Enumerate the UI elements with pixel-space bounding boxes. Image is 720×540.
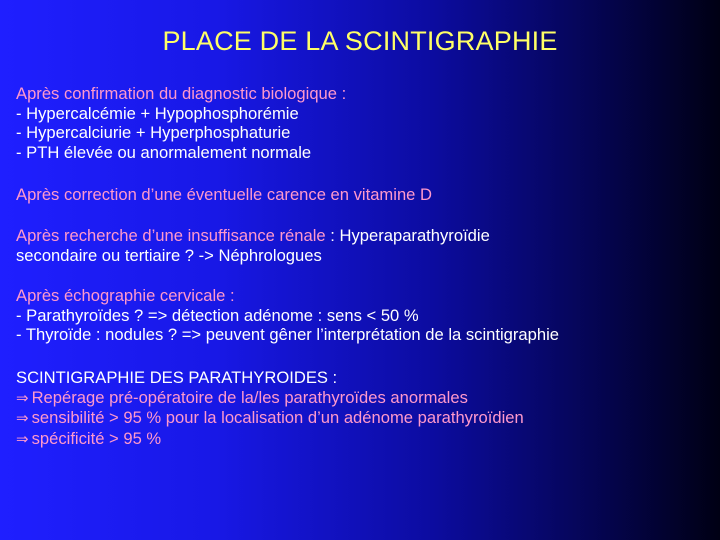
bullet-hypercalcemie: - Hypercalcémie + Hypophosphorémie	[16, 103, 299, 123]
bullet-thyroide: - Thyroïde : nodules ? => peuvent gêner l’interprétation de la scintigraphie	[16, 325, 560, 345]
implies-arrow-icon: ⇒	[16, 429, 29, 448]
echographie-heading: Après échographie cervicale :	[16, 286, 235, 306]
renal-followup: secondaire ou tertiaire ? -> Néphrologues	[16, 245, 322, 265]
page-title: PLACE DE LA SCINTIGRAPHIE	[162, 26, 558, 56]
scintigraphie-item	[16, 408, 716, 429]
implies-arrow-icon: ⇒	[16, 388, 29, 407]
confirmation-heading: Après confirmation du diagnostic biologique :	[16, 84, 347, 103]
renal-result: : Hyperaparathyroïdie	[325, 225, 490, 245]
vitamine-d-line: Après correction d’une éventuelle carence en vitamine D	[16, 185, 432, 205]
scintigraphie-item	[16, 429, 716, 450]
block-vitamine-d	[16, 185, 716, 205]
item-text: spécificité > 95 %	[31, 428, 162, 448]
block-insuffisance-renale	[16, 226, 716, 265]
scintigraphie-heading: SCINTIGRAPHIE DES PARATHYROIDES :	[16, 367, 338, 387]
implies-arrow-icon: ⇒	[16, 409, 29, 428]
item-text: sensibilité > 95 % pour la localisation d’un adénome parathyroïdien	[31, 408, 524, 428]
item-text: Repérage pré-opératoire de la/les parathyroïdes anormales	[31, 387, 468, 407]
block-scintigraphie	[16, 368, 716, 449]
slide-content	[16, 84, 716, 449]
renal-heading: Après recherche d’une insuffisance rénale	[16, 225, 326, 245]
bullet-parathyroides: - Parathyroïdes ? => détection adénome : sens < 50 %	[16, 305, 419, 325]
block-confirmation	[16, 84, 716, 162]
scintigraphie-item	[16, 388, 716, 409]
bullet-hypercalciurie: - Hypercalciurie + Hyperphosphaturie	[16, 123, 291, 143]
bullet-pth: - PTH élevée ou anormalement normale	[16, 142, 312, 162]
block-echographie	[16, 286, 716, 345]
